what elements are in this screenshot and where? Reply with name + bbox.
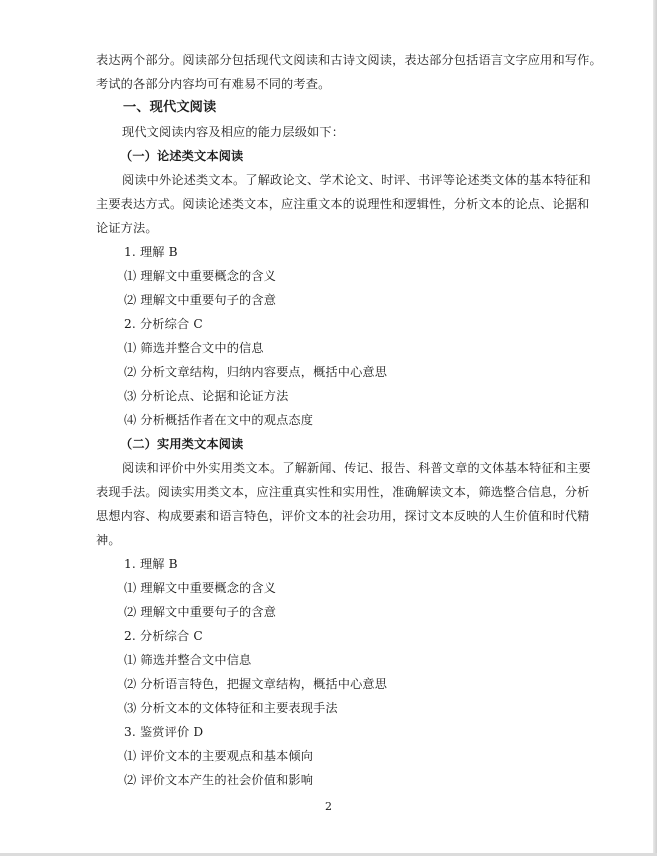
paragraph-line: 论证方法。 — [96, 221, 158, 235]
section-heading: 一、现代文阅读 — [123, 100, 217, 115]
list-item: ⑴ 理解文中重要概念的含义 — [124, 269, 277, 283]
list-item: ⑴ 评价文本的主要观点和基本倾向 — [124, 749, 314, 763]
paragraph-line: 阅读和评价中外实用类文本。了解新闻、传记、报告、科普文章的文体基本特征和主要 — [122, 461, 591, 475]
list-item: ⑴ 筛选并整合文中的信息 — [124, 341, 264, 355]
page-number: 2 — [325, 800, 332, 813]
list-item: ⑴ 筛选并整合文中信息 — [124, 653, 252, 667]
list-item: ⑶ 分析论点、论据和论证方法 — [124, 389, 289, 403]
list-item: ⑴ 理解文中重要概念的含义 — [124, 581, 277, 595]
list-item: 3. 鉴赏评价 D — [124, 725, 204, 739]
section-intro: 现代文阅读内容及相应的能力层级如下： — [122, 125, 345, 139]
list-item: ⑶ 分析文本的文体特征和主要表现手法 — [124, 701, 338, 715]
intro-line: 表达两个部分。阅读部分包括现代文阅读和古诗文阅读，表达部分包括语言文字应用和写作。 — [96, 53, 602, 67]
paragraph-line: 思想内容、构成要素和语言特色，评价文本的社会功用，探讨文本反映的人生价值和时代精 — [96, 509, 590, 523]
list-item: 1. 理解 B — [124, 245, 178, 259]
paragraph-line: 神。 — [96, 533, 121, 547]
paragraph-line: 主要表达方式。阅读论述类文本，应注重文本的说理性和逻辑性，分析文本的论点、论据和 — [96, 197, 590, 211]
list-item: 1. 理解 B — [124, 557, 178, 571]
list-item: ⑵ 理解文中重要句子的含意 — [124, 605, 277, 619]
paragraph-line: 表现手法。阅读实用类文本，应注重真实性和实用性，准确解读文本，筛选整合信息，分析 — [96, 485, 590, 499]
subsection-heading-practical: （二）实用类文本阅读 — [120, 437, 244, 451]
list-item: 2. 分析综合 C — [124, 317, 203, 331]
list-item: ⑵ 评价文本产生的社会价值和影响 — [124, 773, 314, 787]
list-item: ⑵ 分析语言特色，把握文章结构，概括中心意思 — [124, 677, 388, 691]
page-edge-shadow — [653, 0, 657, 856]
subsection-heading-argumentative: （一）论述类文本阅读 — [120, 149, 244, 163]
intro-line: 考试的各部分内容均可有难易不同的考查。 — [96, 77, 331, 91]
paragraph-line: 阅读中外论述类文本。了解政论文、学术论文、时评、书评等论述类文体的基本特征和 — [122, 173, 591, 187]
list-item: ⑷ 分析概括作者在文中的观点态度 — [124, 413, 314, 427]
page-content — [96, 48, 602, 792]
list-item: 2. 分析综合 C — [124, 629, 203, 643]
list-item: ⑵ 理解文中重要句子的含意 — [124, 293, 277, 307]
list-item: ⑵ 分析文章结构，归纳内容要点，概括中心意思 — [124, 365, 388, 379]
